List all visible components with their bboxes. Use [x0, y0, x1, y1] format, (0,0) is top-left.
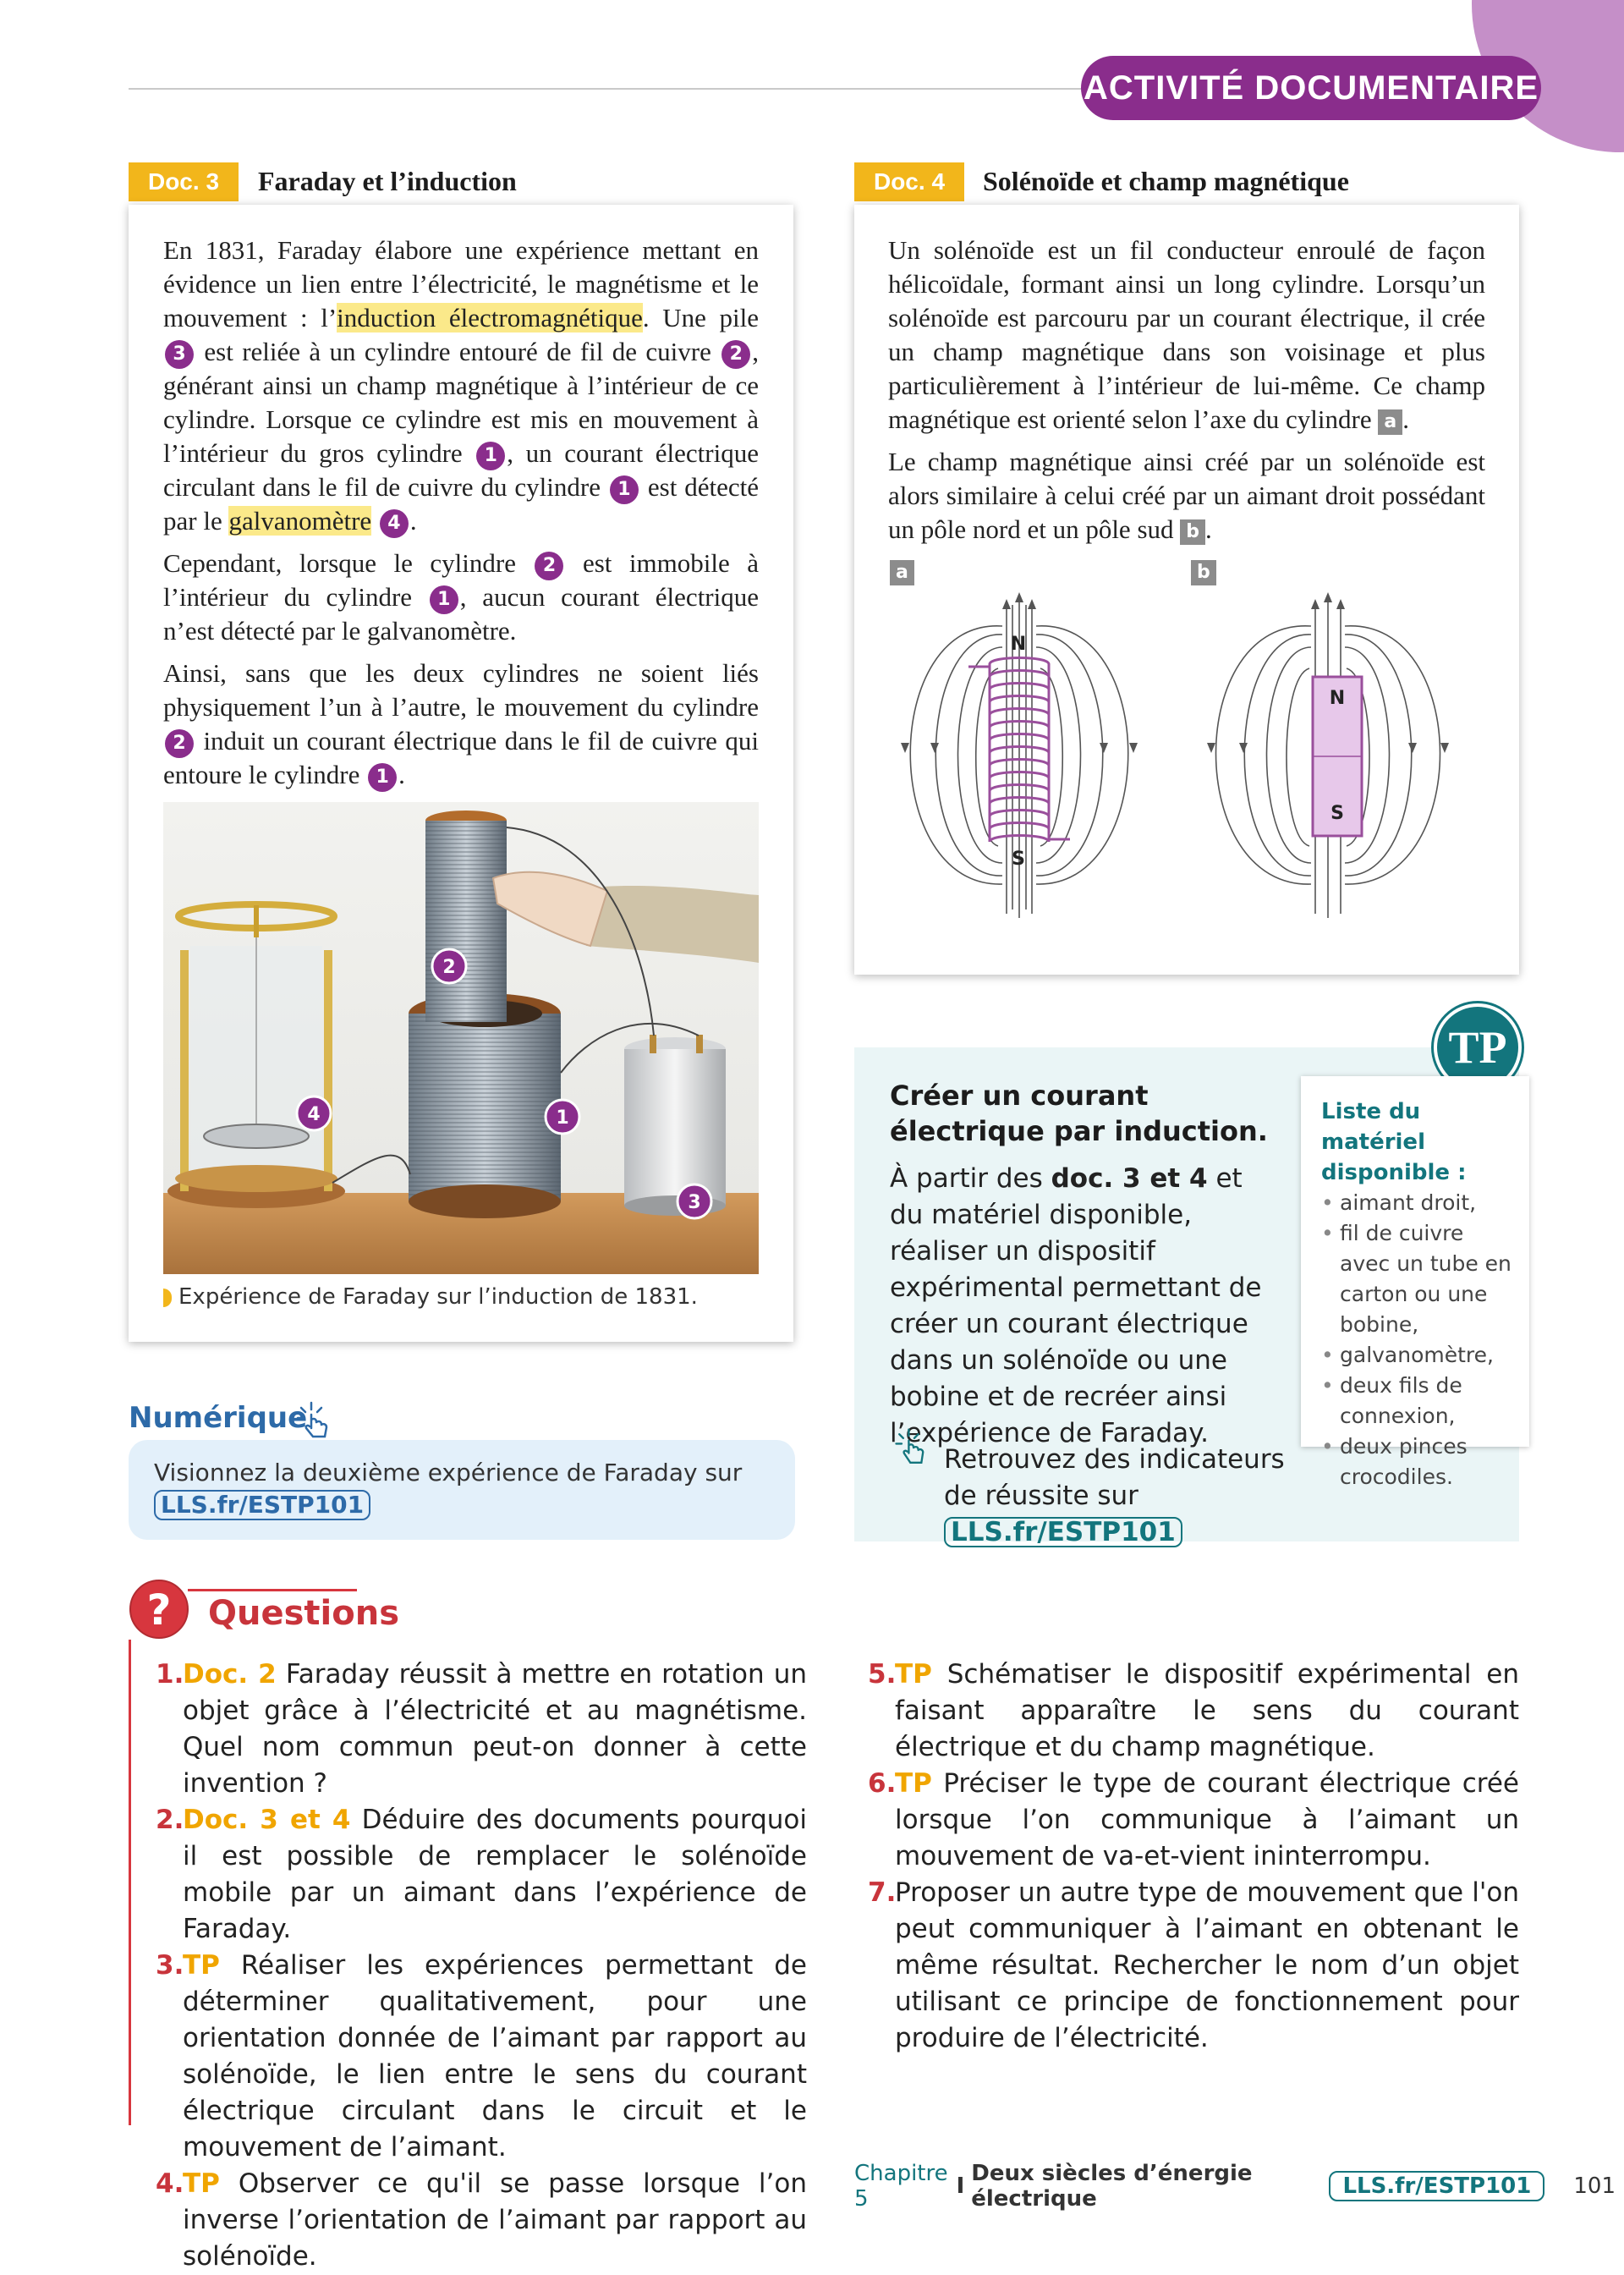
solenoid-field-figure — [880, 592, 1159, 922]
tp-instructions: À partir des doc. 3 et 4 et du matériel disponible, réaliser un dispositif expérimental permettant de créer un courant électrique dans un solénoïde ou une bobine et de recréer ainsi l’expérience de Faraday. — [890, 1163, 1262, 1448]
questions-title: Questions — [208, 1594, 400, 1633]
magnet-pole-n: N — [1329, 688, 1346, 709]
question-item: 7. Proposer un autre type de mouvement que l'on peut communiquer à l’aimant en obtenant le même résultat. Rechercher le nom d’un objet utilisant ce principe de fonctionnement pour produire de l’électricité. — [868, 1877, 1519, 2053]
doc3-caption — [163, 1284, 698, 1310]
photo-marker-2 — [432, 949, 466, 983]
material-list — [1321, 1188, 1517, 1492]
question-mark-icon — [129, 1579, 189, 1640]
material-content — [1321, 1096, 1517, 1492]
question-item: 3. TP Réaliser les expériences permettant de déterminer qualitativement, pour une orientation donnée de l’aimant par rapport au solénoïde, le lien entre le sens du courant électrique circulant dans le circuit et le mouvement de l’aimant. — [156, 1950, 807, 2162]
footer-title: Deux siècles d’énergie électrique — [971, 2161, 1253, 2212]
questions-rule — [188, 1589, 357, 1591]
photo-marker-4 — [297, 1096, 331, 1130]
numerique-link[interactable]: LLS.fr/ESTP101 — [154, 1490, 370, 1520]
footer-link[interactable]: LLS.fr/ESTP101 — [1329, 2171, 1544, 2201]
magnet-field-figure — [1184, 592, 1472, 922]
svg-text:1: 1 — [556, 1107, 569, 1129]
svg-text:2: 2 — [442, 957, 456, 978]
footer-separator: I — [956, 2173, 965, 2199]
tp-heading: Créer un courant électrique par induction. — [890, 1080, 1268, 1147]
footer-chapter: Chapitre 5 — [854, 2161, 948, 2212]
photo-marker-3 — [678, 1184, 711, 1218]
material-item: • deux pinces crocodiles. — [1321, 1431, 1517, 1492]
caption-marker — [163, 1289, 172, 1307]
pointer-hand-icon — [291, 1399, 342, 1442]
magnet-pole-s: S — [1330, 803, 1344, 824]
figure-label-b: b — [1191, 560, 1216, 585]
tp-indicators: Retrouvez des indicateurs de réussite sur LLS.fr/ESTP101 — [944, 1444, 1285, 1547]
activity-badge: ACTIVITÉ DOCUMENTAIRE — [1081, 56, 1541, 120]
faraday-experiment-illustration — [163, 802, 759, 1274]
doc3-text — [163, 234, 759, 800]
material-item: • galvanomètre, — [1321, 1340, 1517, 1371]
question-item: 4. TP Observer ce qu'il se passe lorsque l’on inverse l’orientation de l’aimant par rapport au solénoïde. — [156, 2168, 808, 2272]
numerique-title: Numérique — [129, 1401, 308, 1435]
header-rule — [129, 88, 1084, 90]
page-number: 101 — [1573, 2173, 1616, 2199]
material-title: Liste du matériel disponible : — [1321, 1099, 1467, 1185]
doc3-caption-text: Expérience de Faraday sur l’induction de 1831. — [178, 1284, 698, 1310]
pointer-hand-icon — [890, 1425, 937, 1472]
doc3-paragraph-3: Ainsi, sans que les deux cylindres ne soient liés physiquement l’un à l’autre, le mouvement du cylindre 2 induit un courant électrique dans le fil de cuivre qui entoure le cylindre 1 . — [163, 657, 759, 792]
tp-link[interactable]: LLS.fr/ESTP101 — [944, 1517, 1182, 1547]
figure-label-a: a — [890, 560, 914, 585]
doc3-paragraph-2: Cependant, lorsque le cylindre 2 est immobile à l’intérieur du cylindre 1 , aucun courant électrique n’est détecté par le galvanomètre. — [163, 548, 760, 646]
material-item: • deux fils de connexion, — [1321, 1371, 1517, 1431]
question-item: 6. TP Préciser le type de courant électrique créé lorsque l’on communique à l’aimant un mouvement de va-et-vient ininterrompu. — [868, 1768, 1519, 1871]
photo-marker-1 — [546, 1100, 579, 1134]
question-item: 5. TP Schématiser le dispositif expérimental en faisant apparaître le sens du courant électrique et du champ magnétique. — [868, 1659, 1520, 1762]
doc4-paragraph-2: Le champ magnétique ainsi créé par un solénoïde est alors similaire à celui créé par un aimant droit possédant un pôle nord et un pôle sud b . — [888, 447, 1485, 544]
svg-text:3: 3 — [688, 1192, 701, 1213]
numerique-text: Visionnez la deuxième expérience de Faraday sur LLS.fr/ESTP101 — [154, 1459, 743, 1519]
page-footer — [854, 2161, 1616, 2212]
tp-badge: TP — [1434, 1003, 1522, 1091]
doc4-text — [888, 234, 1485, 555]
question-item: 1. Doc. 2 Faraday réussit à mettre en rotation un objet grâce à l’électricité et au magnétisme. Quel nom commun peut-on donner à cette invention ? — [156, 1659, 808, 1799]
doc3-tag: Doc. 3 — [129, 162, 239, 201]
doc4-title: Solénoïde et champ magnétique — [983, 166, 1349, 196]
doc3-title: Faraday et l’induction — [258, 166, 517, 196]
doc4-tag: Doc. 4 — [854, 162, 964, 201]
questions-left-column — [130, 1657, 807, 2275]
solenoid-pole-n: N — [1010, 634, 1027, 655]
doc3-paragraph-1: En 1831, Faraday élabore une expérience mettant en évidence un lien entre l’électricité, le magnétisme et le mouvement : l’induction électromagnétique. Une pile 3 est reliée à un cylindre entouré de fil de cuivre 2 , générant ainsi un champ magnétique à l’intérieur de ce cylindre. Lorsque ce cylindre est mis en mouvement à l’intérieur du gros cylindre 1 , un courant électrique circulant dans le fil de cuivre du cylindre 1 est détecté par le galvanomètre 4 . — [163, 234, 759, 538]
svg-text:?: ? — [146, 1585, 172, 1635]
question-item: 2. Doc. 3 et 4 Déduire des documents pourquoi il est possible de remplacer le solénoïde mobile par un aimant dans l’expérience de Faraday. — [156, 1805, 807, 1944]
doc4-paragraph-1: Un solénoïde est un fil conducteur enroulé de façon hélicoïdale, formant ainsi un long cylindre. Lorsqu’un solénoïde est parcouru par un courant électrique, il crée un champ magnétique dans son voisinage et plus particulièrement à l’intérieur de lui-même. Ce champ magnétique est orienté selon l’axe du cylindre a . — [888, 235, 1485, 434]
solenoid-pole-s: S — [1012, 849, 1025, 870]
material-item: • fil de cuivre avec un tube en carton ou une bobine, — [1321, 1218, 1517, 1340]
questions-right-column — [842, 1657, 1519, 2057]
svg-text:4: 4 — [307, 1104, 321, 1125]
material-item: • aimant droit, — [1321, 1188, 1517, 1218]
